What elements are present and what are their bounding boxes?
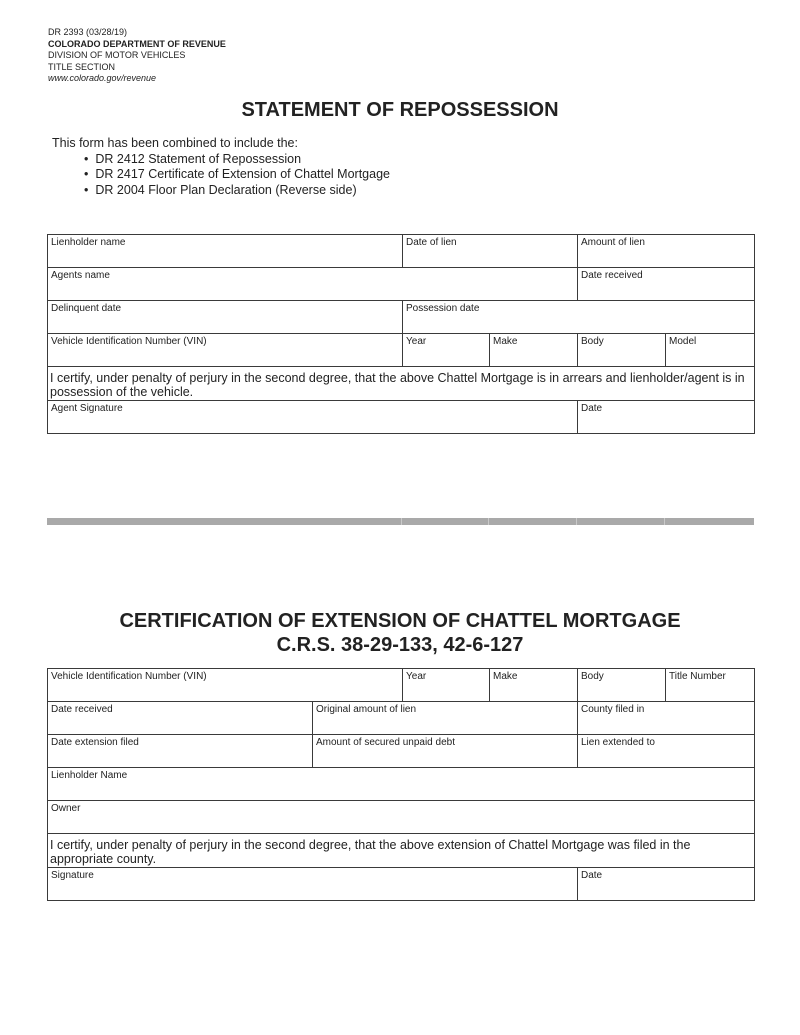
ext-make-field[interactable]: Make bbox=[490, 669, 578, 702]
statute-reference: C.R.S. 38-29-133, 42-6-127 bbox=[276, 634, 524, 656]
divider-tick bbox=[664, 518, 665, 525]
county-filed-field[interactable]: County filed in bbox=[578, 702, 755, 735]
repossession-form bbox=[47, 234, 755, 434]
divider-tick bbox=[401, 518, 402, 525]
ext-certification-statement: I certify, under penalty of perjury in the second degree, that the above extension of Chattel Mortgage was filed in the appropriate county. bbox=[48, 834, 755, 868]
divider-tick bbox=[576, 518, 577, 525]
vin-field[interactable]: Vehicle Identification Number (VIN) bbox=[48, 334, 403, 367]
list-item: • DR 2004 Floor Plan Declaration (Reverse side) bbox=[86, 183, 390, 199]
ext-date-received-field[interactable]: Date received bbox=[48, 702, 313, 735]
section-name: TITLE SECTION bbox=[48, 61, 116, 72]
divider-tick bbox=[488, 518, 489, 525]
owner-field[interactable]: Owner bbox=[48, 801, 755, 834]
form-header bbox=[48, 27, 226, 85]
original-amount-field[interactable]: Original amount of lien bbox=[313, 702, 578, 735]
ext-lienholder-name-field[interactable]: Lienholder Name bbox=[48, 768, 755, 801]
list-item: • DR 2412 Statement of Repossession bbox=[86, 152, 390, 168]
make-field[interactable]: Make bbox=[490, 334, 578, 367]
ext-signature-field[interactable]: Signature bbox=[48, 868, 578, 901]
included-forms-list bbox=[52, 152, 390, 199]
list-item: • DR 2417 Certificate of Extension of Chattel Mortgage bbox=[86, 167, 390, 183]
extension-title-line: CERTIFICATION OF EXTENSION OF CHATTEL MORTGAGE bbox=[119, 610, 681, 632]
amount-secured-field[interactable]: Amount of secured unpaid debt bbox=[313, 735, 578, 768]
agent-signature-field[interactable]: Agent Signature bbox=[48, 401, 578, 434]
extension-form bbox=[47, 668, 755, 901]
ext-date-field[interactable]: Date bbox=[578, 868, 755, 901]
year-field[interactable]: Year bbox=[403, 334, 490, 367]
ext-year-field[interactable]: Year bbox=[403, 669, 490, 702]
repossession-title: STATEMENT OF REPOSSESSION bbox=[241, 99, 559, 121]
website-link[interactable]: www.colorado.gov/revenue bbox=[48, 73, 157, 83]
lienholder-name-field[interactable]: Lienholder name bbox=[48, 235, 403, 268]
date-received-field[interactable]: Date received bbox=[578, 268, 755, 301]
department-name: COLORADO DEPARTMENT OF REVENUE bbox=[48, 38, 226, 49]
ext-body-field[interactable]: Body bbox=[578, 669, 666, 702]
lien-extended-to-field[interactable]: Lien extended to bbox=[578, 735, 755, 768]
certification-statement: I certify, under penalty of perjury in the second degree, that the above Chattel Mortgage is in arrears and lienholder/agent is in possession of the vehicle. bbox=[48, 367, 755, 401]
date-extension-filed-field[interactable]: Date extension filed bbox=[48, 735, 313, 768]
amount-of-lien-field[interactable]: Amount of lien bbox=[578, 235, 755, 268]
title-number-field[interactable]: Title Number bbox=[666, 669, 755, 702]
signature-date-field[interactable]: Date bbox=[578, 401, 755, 434]
date-of-lien-field[interactable]: Date of lien bbox=[403, 235, 578, 268]
intro-text: This form has been combined to include the: bbox=[52, 136, 298, 150]
extension-title bbox=[0, 609, 800, 657]
delinquent-date-field[interactable]: Delinquent date bbox=[48, 301, 403, 334]
intro-section bbox=[52, 136, 390, 198]
division-name: DIVISION OF MOTOR VEHICLES bbox=[48, 50, 186, 60]
agents-name-field[interactable]: Agents name bbox=[48, 268, 578, 301]
section-divider bbox=[47, 518, 754, 525]
body-field[interactable]: Body bbox=[578, 334, 666, 367]
form-id: DR 2393 (03/28/19) bbox=[48, 27, 128, 37]
possession-date-field[interactable]: Possession date bbox=[403, 301, 755, 334]
ext-vin-field[interactable]: Vehicle Identification Number (VIN) bbox=[48, 669, 403, 702]
model-field[interactable]: Model bbox=[666, 334, 755, 367]
